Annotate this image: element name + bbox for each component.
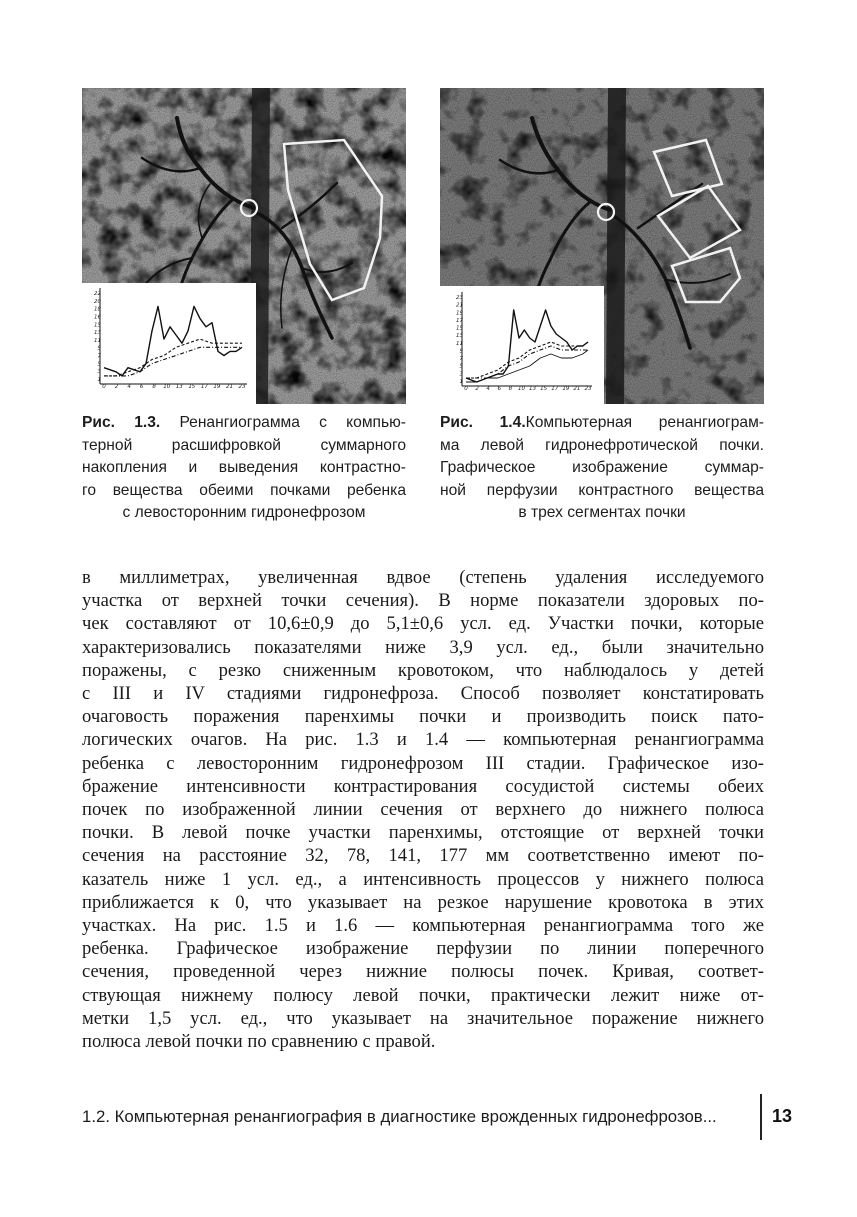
figure-label: Рис. 1.3. — [82, 414, 161, 431]
angiogram-left — [82, 88, 406, 404]
inset-x-tick-label: 10 — [517, 386, 525, 392]
inset-x-tick-label: 17 — [551, 386, 559, 392]
inset-y-tick-label: 7 — [459, 356, 463, 363]
body-line: участках. На рис. 1.5 и 1.6 — компьютерная ренангиограмма того же — [82, 915, 764, 937]
spine-shadow — [606, 88, 626, 404]
caption-line: ма левой гидронефротической почки. — [440, 436, 764, 454]
caption-line — [82, 412, 406, 435]
inset-y-tick-label: 1 — [97, 377, 101, 383]
body-line: почки. В левой почке участки паренхимы, отстоящие от верхней точки — [82, 822, 764, 844]
inset-x-tick-label: 6 — [139, 384, 144, 390]
body-line: сечения на расстояние 32, 78, 141, 177 мм соответственно имеют по- — [82, 845, 764, 867]
inset-y-tick-label: 21 — [456, 302, 463, 309]
body-line: ствующая нижнему полюсу левой почки, практически лежит ниже от- — [82, 984, 764, 1006]
body-line: приближается к 0, что указывает на резкое нарушение кровотока в этих — [82, 891, 764, 913]
inset-y-tick-label: 13 — [456, 333, 463, 340]
body-line: логических очагов. На рис. 1.3 и 1.4 — компьютерная ренангиограмма — [82, 729, 764, 751]
inset-y-tick-label: 16 — [94, 314, 101, 321]
body-line: с III и IV стадиями гидронефроза. Способ позволяет констатировать — [82, 683, 764, 705]
inset-x-tick-label: 10 — [163, 384, 171, 390]
caption-line: накопления и выведения контрастно- — [82, 459, 406, 476]
body-line: метки 1,5 усл. ед., что указывает на значительное поражение нижнего — [82, 1007, 764, 1029]
inset-x-tick-label: 15 — [540, 386, 548, 392]
inset-y-tick-label: 20 — [94, 298, 101, 305]
body-paragraph — [82, 566, 764, 1053]
inset-y-tick-label: 15 — [94, 322, 101, 329]
inset-x-tick-label: 6 — [497, 386, 502, 392]
footer-divider — [760, 1094, 762, 1140]
figure-1-4-image — [440, 88, 764, 404]
inset-y-tick-label: 13 — [94, 330, 101, 337]
caption-line-last: в трех сегментах почки — [518, 504, 686, 521]
caption-line: терной расшифровкой суммарного — [82, 436, 406, 454]
caption-line — [440, 412, 764, 435]
body-line: ребенка. Графическое изображение перфузии по линии поперечного — [82, 938, 764, 960]
body-line: очаговость поражения паренхимы почки и производить поиск пато- — [82, 706, 764, 728]
inset-x-tick-label: 19 — [213, 384, 221, 390]
figure-1-3-image — [82, 88, 406, 404]
inset-y-tick-label: 23 — [456, 295, 463, 301]
inset-y-tick-label: 9 — [97, 345, 101, 352]
inset-x-tick-label: 23 — [584, 386, 592, 392]
caption-text: Компьютерная ренангиограм- — [525, 414, 764, 431]
inset-x-tick-label: 23 — [238, 384, 246, 390]
caption-line: го вещества обеими почками ребенка — [82, 481, 406, 499]
figure-label: Рис. 1.4. — [440, 414, 526, 431]
body-line: чек составляют от 10,6±0,9 до 5,1±0,6 усл. ед. Участки почки, которые — [82, 613, 764, 635]
inset-y-tick-label: 19 — [456, 310, 463, 317]
inset-x-tick-label: 0 — [102, 384, 106, 390]
inset-y-tick-label: 3 — [97, 369, 101, 376]
inset-x-tick-label: 2 — [114, 384, 119, 390]
figure-1-4-caption — [440, 412, 764, 525]
inset-x-tick-label: 8 — [508, 386, 513, 392]
body-line: почек по изображенной линии сечения от верхнего до нижнего полюса — [82, 799, 764, 821]
inset-y-tick-label: 11 — [456, 340, 463, 347]
inset-x-tick-label: 13 — [529, 386, 537, 392]
inset-x-tick-label: 21 — [573, 386, 581, 392]
inset-y-tick-label: 9 — [459, 348, 463, 355]
inset-x-tick-label: 21 — [225, 384, 233, 390]
body-line: в миллиметрах, увеличенная вдвое (степень удаления исследуемого — [82, 567, 764, 588]
body-line: полюса левой почки по сравнению с правой. — [82, 1031, 436, 1053]
angiogram-right — [440, 88, 764, 404]
inset-x-tick-label: 17 — [200, 384, 208, 390]
inset-y-tick-label: 15 — [456, 325, 463, 332]
inset-x-tick-label: 4 — [486, 386, 490, 392]
page-number: 13 — [772, 1106, 793, 1126]
inset-x-tick-label: 15 — [188, 384, 196, 390]
body-line: казатель ниже 1 усл. ед., а интенсивность процессов у нижнего полюса — [82, 868, 764, 890]
body-line: поражены, с резко сниженным кровотоком, что наблюдалось у детей — [82, 659, 764, 681]
inset-chart — [82, 283, 256, 404]
body-line: ребенка с левосторонним гидронефрозом III стадии. Графическое изо- — [82, 752, 764, 774]
body-line: характеризовались показателями ниже 3,9 усл. ед., были значительно — [82, 636, 764, 658]
caption-line: ной перфузии контрастного вещества — [440, 481, 764, 499]
inset-x-tick-label: 4 — [127, 384, 131, 390]
caption-text: Ренангиограмма с компью- — [179, 414, 406, 431]
inset-y-tick-label: 17 — [456, 317, 463, 324]
inset-y-tick-label: 7 — [97, 353, 101, 360]
body-line: бражение интенсивности контрастирования сосудистой системы обеих — [82, 775, 764, 797]
inset-x-tick-label: 13 — [175, 384, 183, 390]
inset-y-tick-label: 5 — [459, 363, 463, 370]
inset-y-tick-label: 5 — [97, 361, 101, 368]
inset-chart — [440, 286, 604, 404]
inset-y-tick-label: 18 — [94, 306, 101, 313]
inset-y-tick-label: 1 — [459, 379, 463, 385]
inset-y-tick-label: 3 — [459, 371, 463, 378]
body-line: участка от верхней точки сечения). В норме показатели здоровых по- — [82, 590, 764, 612]
inset-x-tick-label: 2 — [475, 386, 479, 392]
inset-y-tick-label: 11 — [94, 337, 101, 344]
inset-x-tick-label: 8 — [152, 384, 156, 390]
inset-x-tick-label: 19 — [562, 386, 570, 392]
body-line: сечения, проведенной через нижние полюсы почек. Кривая, соответ- — [82, 961, 764, 983]
figure-1-3-caption — [82, 412, 406, 525]
caption-line-last: с левосторонним гидронефрозом — [122, 504, 366, 521]
running-head: 1.2. Компьютерная ренангиография в диагностике врожденных гидронефрозов... — [82, 1107, 717, 1126]
inset-y-tick-label: 22 — [94, 291, 101, 297]
inset-x-tick-label: 0 — [464, 386, 468, 392]
caption-line: Графическое изображение суммар- — [440, 459, 764, 476]
